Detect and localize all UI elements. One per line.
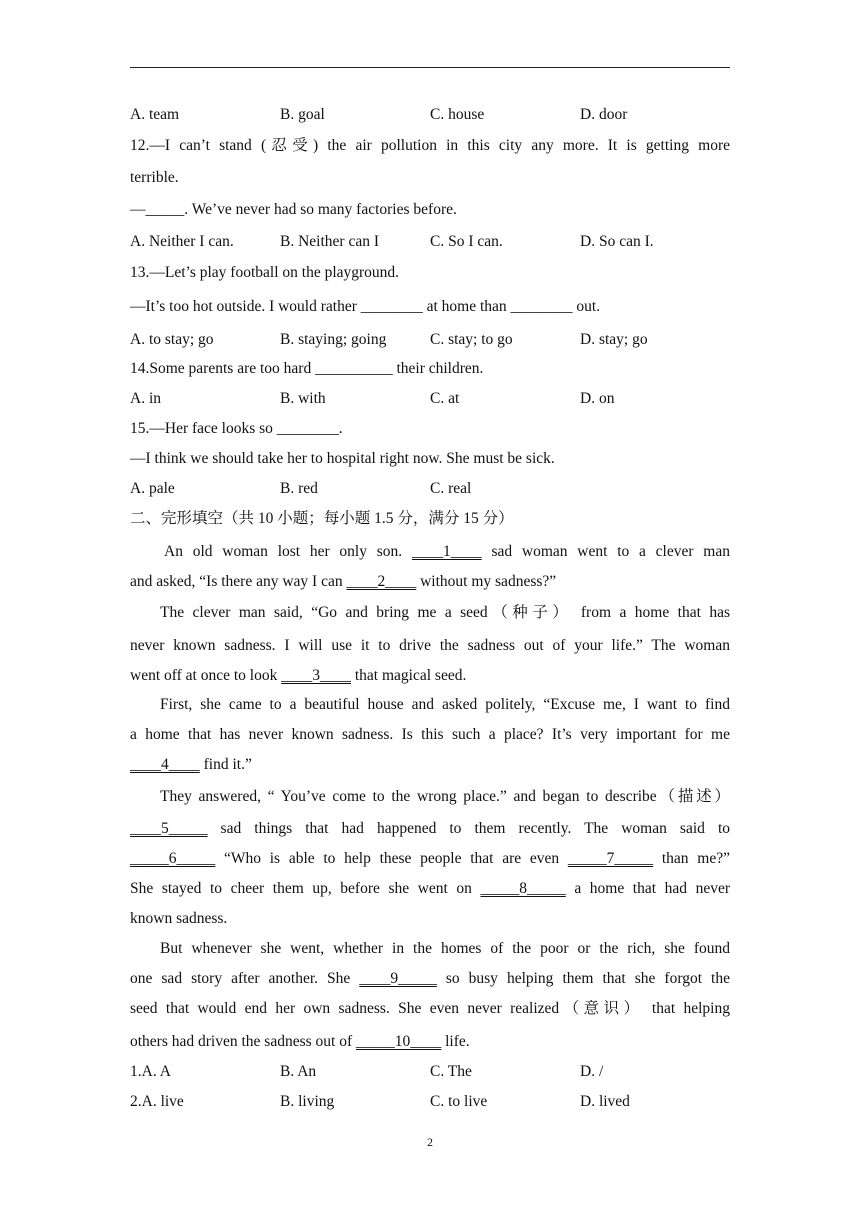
passage-line: ____5_____ sad things that had happened to them recently. The woman said to bbox=[130, 820, 730, 837]
passage-line: The clever man said, “Go and bring me a seed（种子） from a home that has bbox=[160, 604, 730, 621]
option-c: C. The bbox=[430, 1063, 472, 1080]
q12-reply bbox=[130, 198, 730, 222]
passage-line: others had driven the sadness out of _____10____ life. bbox=[130, 1033, 470, 1050]
passage-line: seed that would end her own sadness. She even never realized（意识） that helping bbox=[130, 1000, 730, 1017]
page-number: 2 bbox=[427, 1135, 433, 1149]
q14-stem: 14.Some parents are too hard __________ their children. bbox=[130, 360, 484, 377]
option-a: A. Neither I can. bbox=[130, 233, 234, 250]
q15-reply: —I think we should take her to hospital right now. She must be sick. bbox=[130, 450, 555, 467]
option-d: D. stay; go bbox=[580, 331, 648, 348]
blank-7: _____7_____ bbox=[567, 850, 654, 867]
option-d: D. on bbox=[580, 390, 615, 407]
option-c: C. house bbox=[430, 106, 485, 123]
q12-options bbox=[130, 230, 730, 254]
option-b: B. staying; going bbox=[280, 331, 387, 348]
cloze-options-1 bbox=[130, 1060, 730, 1084]
blank-6: _____6_____ bbox=[130, 850, 216, 867]
passage-line: and asked, “Is there any way I can ____2____ without my sadness?” bbox=[130, 573, 557, 590]
passage-line: a home that has never known sadness. Is this such a place? It’s very important for me bbox=[130, 726, 730, 743]
section-heading: 二、完形填空（共 10 小题；每小题 1.5 分，满分 15 分） bbox=[130, 510, 514, 527]
q13-stem: 13.—Let’s play football on the playground. bbox=[130, 264, 400, 281]
q15-options bbox=[130, 477, 730, 501]
passage-line: An old woman lost her only son. ____1____ sad woman went to a clever man bbox=[164, 543, 730, 560]
q11-options bbox=[130, 103, 730, 127]
blank-1: ____1____ bbox=[411, 543, 482, 560]
option-d: D. / bbox=[580, 1063, 604, 1080]
passage-line: They answered, “ You’ve come to the wrong place.” and began to describe（描述） bbox=[160, 788, 730, 805]
blank-9: ____9_____ bbox=[359, 970, 437, 987]
passage-line: known sadness. bbox=[130, 910, 228, 927]
cloze-options-2 bbox=[130, 1090, 730, 1114]
blank-5: ____5_____ bbox=[130, 820, 208, 837]
passage-line: First, she came to a beautiful house and asked politely, “Excuse me, I want to find bbox=[160, 696, 730, 713]
option-c: C. at bbox=[430, 390, 460, 407]
blank-2: ____2____ bbox=[346, 573, 417, 590]
q15-stem: 15.—Her face looks so ________. bbox=[130, 420, 343, 437]
header-rule bbox=[130, 67, 730, 68]
option-a: A. to stay; go bbox=[130, 331, 214, 348]
option-b: B. with bbox=[280, 390, 326, 407]
option-a: 1.A. A bbox=[130, 1063, 171, 1080]
passage-line: But whenever she went, whether in the homes of the poor or the rich, she found bbox=[160, 940, 730, 957]
q13-options bbox=[130, 328, 730, 352]
q14-options bbox=[130, 387, 730, 411]
dash: — bbox=[130, 201, 146, 218]
option-b: B. Neither can I bbox=[280, 233, 379, 250]
option-a: A. pale bbox=[130, 480, 175, 497]
blank-8: _____8_____ bbox=[480, 880, 566, 897]
option-c: C. real bbox=[430, 480, 472, 497]
option-b: B. An bbox=[280, 1063, 317, 1080]
passage-line: never known sadness. I will use it to drive the sadness out of your life.” The woman bbox=[130, 637, 730, 654]
passage-line: went off at once to look ____3____ that magical seed. bbox=[130, 667, 467, 684]
q12-stem: 12.—I can’t stand (忍受) the air pollution in this city any more. It is getting more bbox=[130, 137, 730, 154]
blank-10: _____10____ bbox=[356, 1033, 442, 1050]
option-d: D. So can I. bbox=[580, 233, 654, 250]
option-d: D. lived bbox=[580, 1093, 630, 1110]
passage-line: one sad story after another. She ____9_____ so busy helping them that she forgot the bbox=[130, 970, 730, 987]
passage-line: She stayed to cheer them up, before she went on _____8_____ a home that had never bbox=[130, 880, 731, 897]
passage-line: _____6_____ “Who is able to help these people that are even _____7_____ than me?” bbox=[130, 850, 730, 867]
reply-text: . We’ve never had so many factories before. bbox=[184, 201, 457, 218]
blank-4: ____4____ bbox=[130, 756, 200, 773]
option-b: B. goal bbox=[280, 106, 325, 123]
document-page bbox=[130, 0, 730, 1216]
passage-line: ____4____ find it.” bbox=[130, 756, 252, 773]
option-c: C. So I can. bbox=[430, 233, 503, 250]
option-b: B. red bbox=[280, 480, 318, 497]
q12-stem-cont: terrible. bbox=[130, 169, 179, 186]
option-c: C. stay; to go bbox=[430, 331, 513, 348]
option-a: A. in bbox=[130, 390, 161, 407]
q13-reply: —It’s too hot outside. I would rather ________ at home than ________ out. bbox=[130, 298, 601, 315]
blank: _____ bbox=[145, 201, 185, 218]
option-a: A. team bbox=[130, 106, 180, 123]
option-d: D. door bbox=[580, 106, 628, 123]
blank-3: ____3____ bbox=[281, 667, 351, 684]
option-c: C. to live bbox=[430, 1093, 488, 1110]
option-a: 2.A. live bbox=[130, 1093, 184, 1110]
option-b: B. living bbox=[280, 1093, 335, 1110]
